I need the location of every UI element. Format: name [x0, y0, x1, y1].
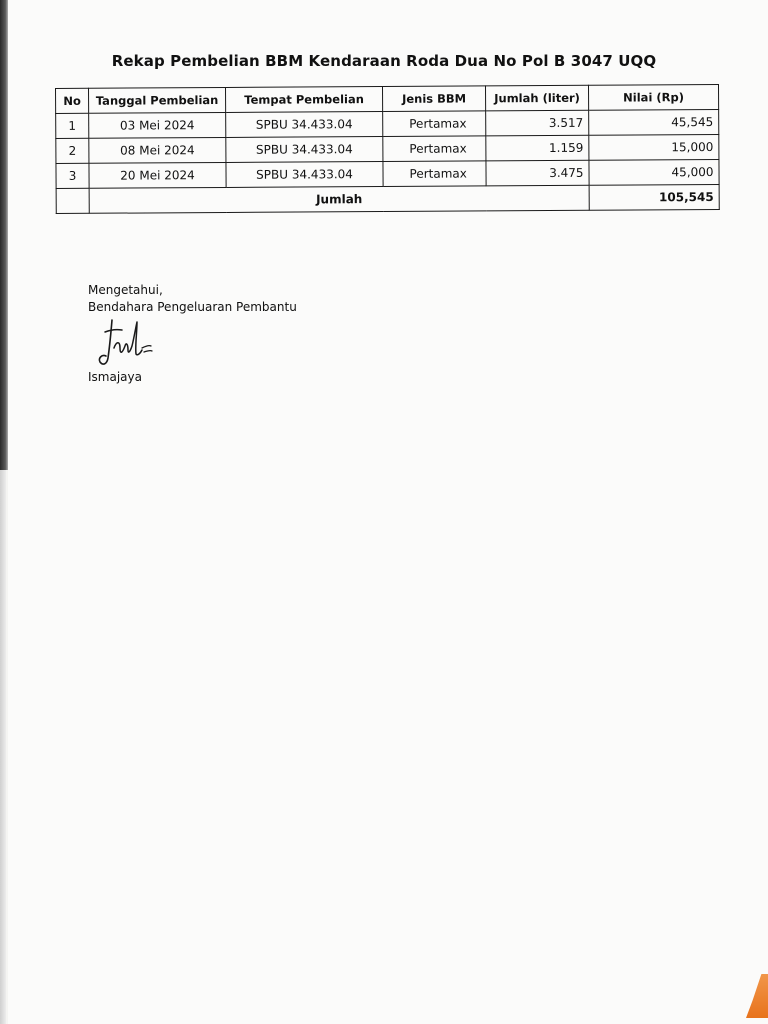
handwritten-signature — [94, 318, 164, 370]
scan-left-edge-lower — [0, 470, 6, 1024]
cell-no: 2 — [56, 138, 89, 163]
header-tempat: Tempat Pembelian — [225, 86, 382, 112]
purchase-recap-table — [55, 84, 720, 214]
cell-tanggal: 20 Mei 2024 — [89, 162, 226, 188]
cell-tempat: SPBU 34.433.04 — [226, 161, 383, 187]
cell-no: 1 — [56, 113, 89, 138]
cell-tempat: SPBU 34.433.04 — [226, 136, 383, 162]
cell-tempat: SPBU 34.433.04 — [226, 111, 383, 137]
header-no: No — [56, 88, 89, 113]
cell-no: 3 — [56, 163, 89, 188]
header-jenis: Jenis BBM — [382, 86, 485, 112]
signature-block — [88, 282, 297, 316]
signer-name: Ismajaya — [88, 370, 142, 384]
total-value: 105,545 — [589, 184, 719, 210]
cell-jumlah: 3.475 — [486, 160, 589, 186]
cell-nilai: 45,000 — [589, 159, 719, 185]
cell-tanggal: 03 Mei 2024 — [89, 112, 226, 138]
cell-nilai: 45,545 — [589, 109, 719, 135]
cell-jumlah: 3.517 — [486, 110, 589, 136]
header-nilai: Nilai (Rp) — [588, 84, 718, 110]
cell-nilai: 15,000 — [589, 134, 719, 160]
header-jumlah: Jumlah (liter) — [485, 85, 588, 111]
cell-jenis: Pertamax — [383, 136, 486, 162]
table-total-row — [56, 184, 719, 213]
cell-jenis: Pertamax — [383, 111, 486, 137]
header-tanggal: Tanggal Pembelian — [89, 87, 226, 113]
cell-total-empty — [56, 188, 89, 213]
total-label: Jumlah — [89, 185, 589, 213]
document-title: Rekap Pembelian BBM Kendaraan Roda Dua No Pol B 3047 UQQ — [111, 52, 657, 70]
acknowledge-text: Mengetahui, — [88, 283, 163, 297]
cell-tanggal: 08 Mei 2024 — [89, 137, 226, 163]
signer-position: Bendahara Pengeluaran Pembantu — [88, 300, 297, 314]
cell-jenis: Pertamax — [383, 161, 486, 187]
cell-jumlah: 1.159 — [486, 135, 589, 161]
